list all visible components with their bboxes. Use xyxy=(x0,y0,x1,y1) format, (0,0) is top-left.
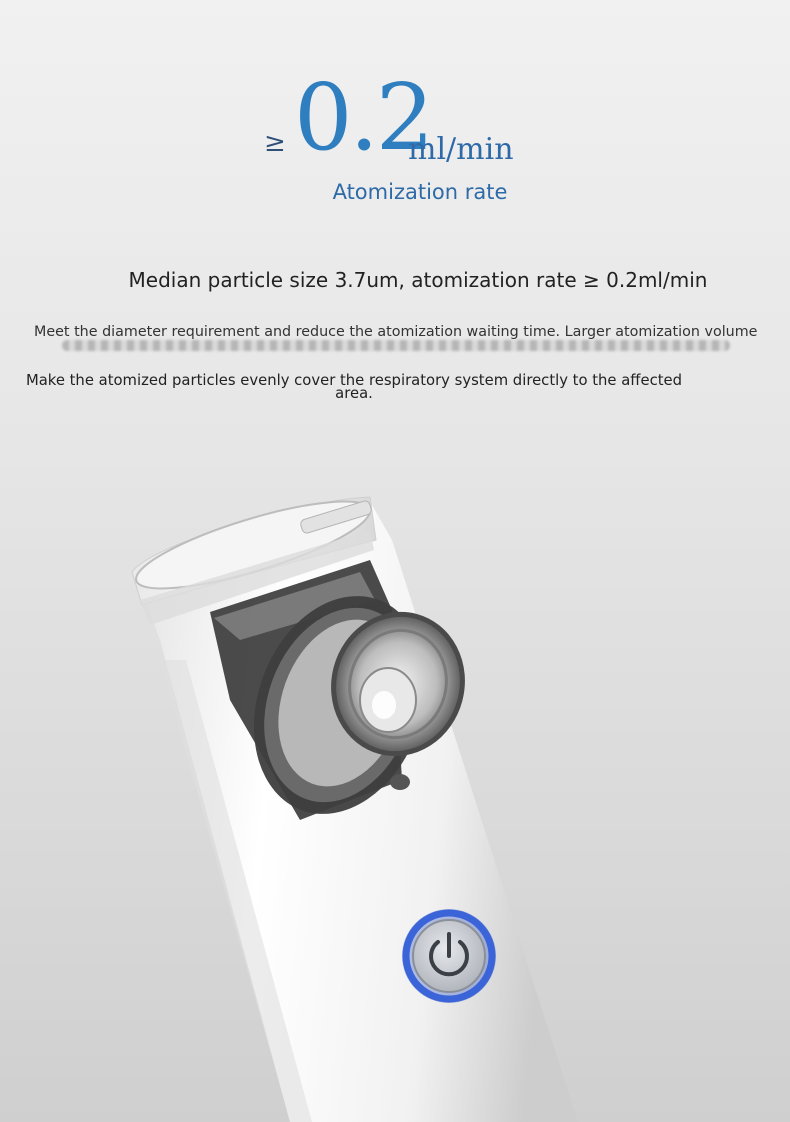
description-line-1: Meet the diameter requirement and reduce the atomization waiting time. Larger atomization volume xyxy=(34,324,758,340)
description-line-2: Make the atomized particles evenly cover the respiratory system directly to the affected area. xyxy=(25,372,683,402)
greater-equal-symbol: ≥ xyxy=(264,128,286,158)
rate-caption: Atomization rate xyxy=(332,180,508,204)
rate-unit: ml/min xyxy=(408,132,514,167)
power-button xyxy=(402,909,496,1003)
rate-value: 0.2 xyxy=(294,64,432,171)
headline: Median particle size 3.7um, atomization rate ≥ 0.2ml/min xyxy=(128,268,708,292)
